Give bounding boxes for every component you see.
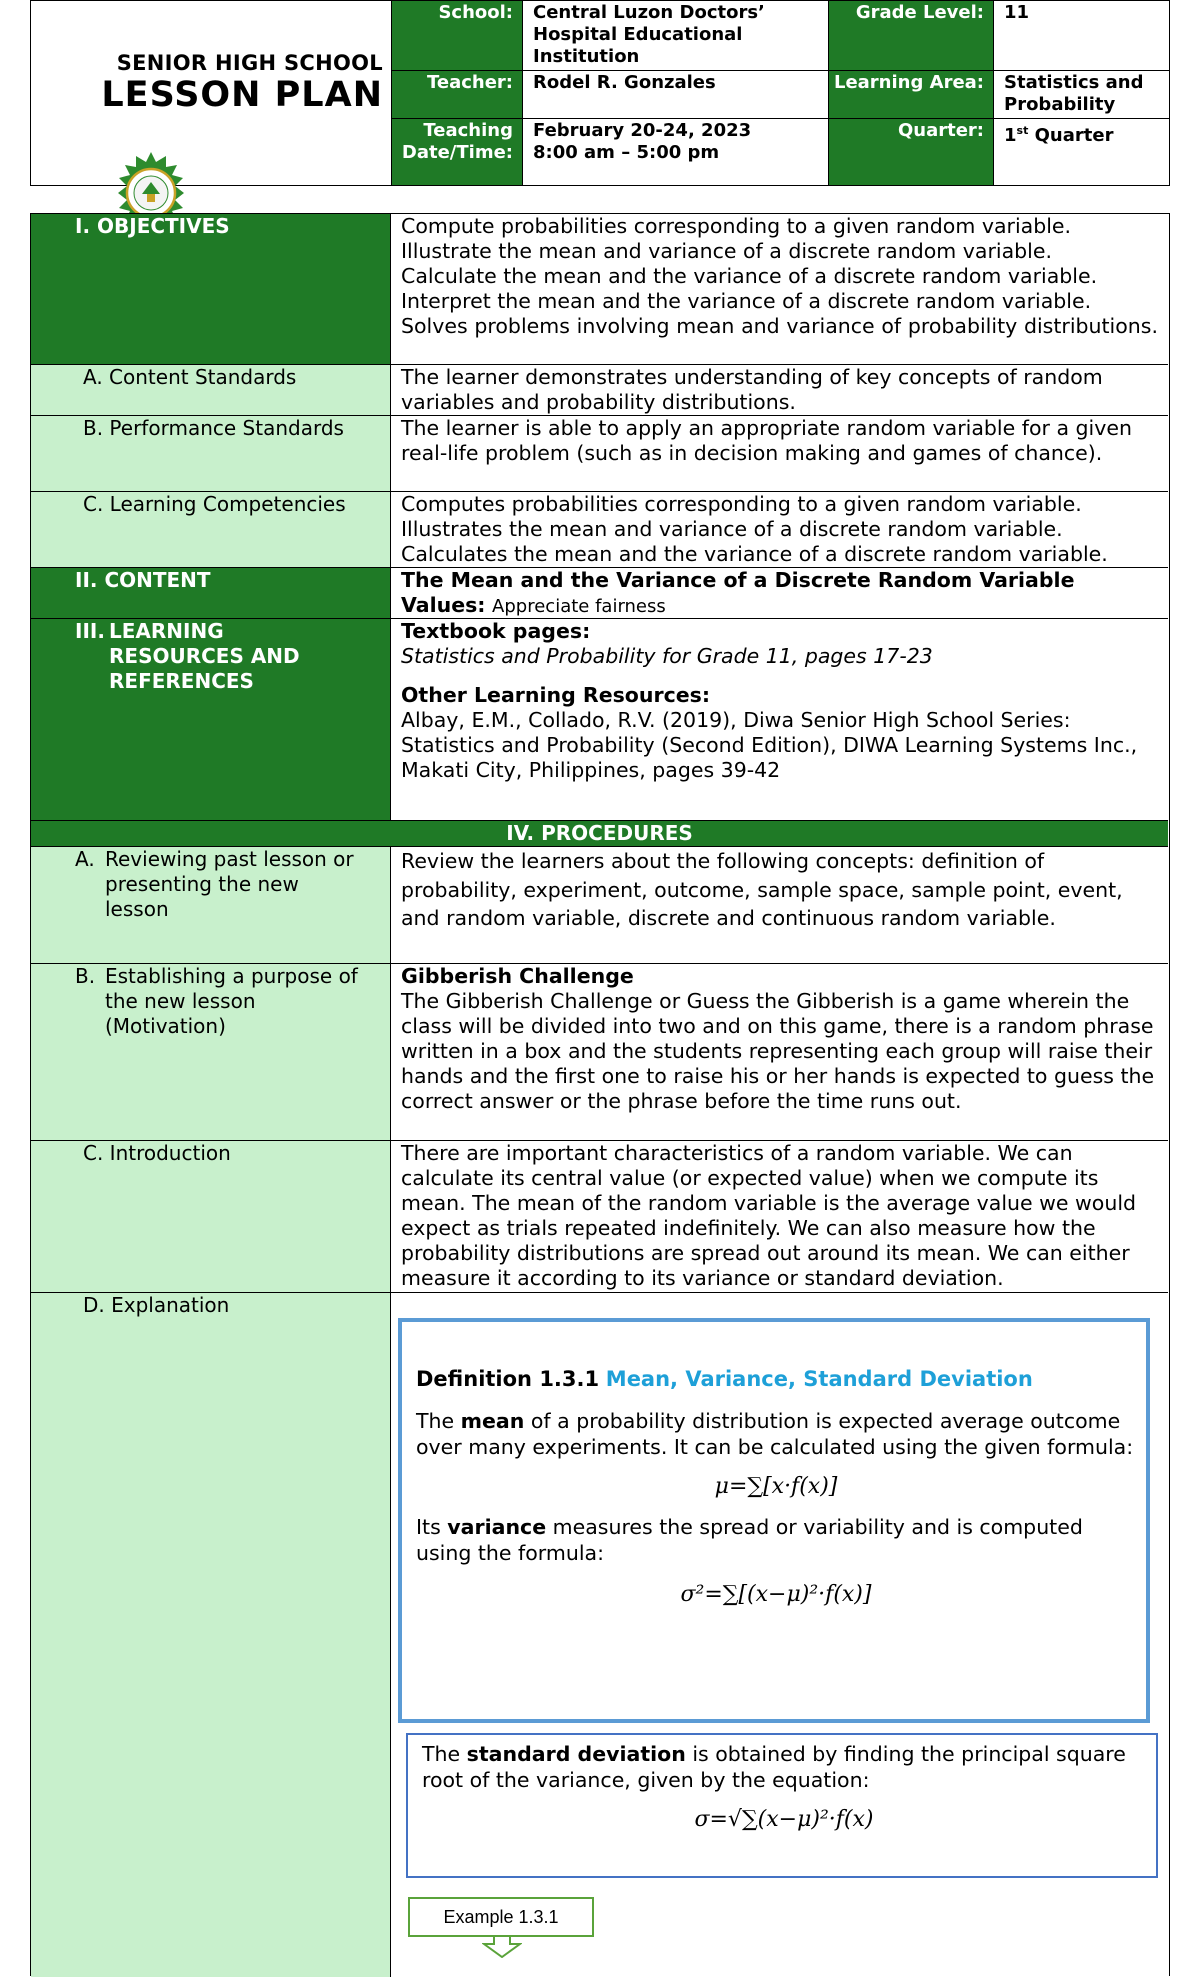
learning-competencies-label: C. Learning Competencies <box>83 492 346 516</box>
objectives-label-cell <box>31 214 391 364</box>
variance-term: variance <box>447 1515 547 1539</box>
motivation-label: Establishing a purpose of the new lesson (Motivation) <box>105 964 358 1038</box>
standard-deviation-box <box>406 1733 1158 1878</box>
review-text: Review the learners about the following concepts: definition of probability, experiment, outcome, sample space, sample point, event, and random variable, discrete and continuous random variable. <box>401 849 1123 930</box>
review-label-cell <box>31 847 391 963</box>
values-text: Appreciate fairness <box>492 596 666 617</box>
performance-standards-label: B. Performance Standards <box>83 416 344 440</box>
learning-area-label: Learning Area: <box>828 70 993 118</box>
competency-item: Illustrates the mean and variance of a discrete random variable. <box>401 517 1063 541</box>
introduction-label-cell <box>31 1141 391 1292</box>
definition-box <box>398 1318 1150 1723</box>
objective-item: Compute probabilities corresponding to a given random variable. <box>401 214 1072 238</box>
procedures-header: IV. PROCEDURES <box>31 821 1168 847</box>
content-label-cell <box>31 568 391 618</box>
motivation-content <box>391 964 1168 1140</box>
header-title-block <box>31 1 391 185</box>
content-label: II. CONTENT <box>75 568 211 592</box>
definition-title: Mean, Variance, Standard Deviation <box>605 1367 1033 1391</box>
competency-item: Calculates the mean and the variance of a discrete random variable. <box>401 542 1108 566</box>
other-resources-label: Other Learning Resources: <box>401 683 711 707</box>
introduction-label: C. Introduction <box>83 1141 231 1165</box>
objectives-row <box>31 214 1168 365</box>
teaching-date: February 20-24, 2023 <box>533 120 752 141</box>
mean-formula: μ=∑[x·f(x)] <box>714 1474 838 1499</box>
review-row <box>31 847 1168 964</box>
definition-label: Definition 1.3.1 <box>416 1367 600 1391</box>
content-standards-label: A. Content Standards <box>83 365 297 389</box>
resources-label-number: III. <box>75 619 105 643</box>
content-standards-text: The learner demonstrates understanding of key concepts of random variables and probability distributions. <box>401 365 1103 414</box>
competency-item: Computes probabilities corresponding to a given random variable. <box>401 492 1082 516</box>
quarter-suffix: st <box>1016 124 1029 137</box>
learning-competencies-label-cell <box>31 492 391 567</box>
resources-label-text: LEARNING RESOURCES AND REFERENCES <box>109 619 300 693</box>
teaching-date-label: Teaching Date/Time: <box>391 118 522 185</box>
motivation-title: Gibberish Challenge <box>401 964 634 988</box>
explanation-label: D. Explanation <box>83 1293 230 1317</box>
motivation-text: The Gibberish Challenge or Guess the Gibberish is a game wherein the class will be divided into two and on this game, there is a random phrase written in a box and the students representing each group will raise their hands and the first one to raise his or her hands is expected to guess the correct answer or the phrase before the time runs out. <box>401 989 1155 1113</box>
content-row <box>31 568 1168 619</box>
resources-content <box>391 619 1168 820</box>
content-topic: The Mean and the Variance of a Discrete Random Variable <box>401 568 1075 592</box>
sd-definition: The standard deviation is obtained by finding the principal square root of the variance, given by the equation: <box>422 1742 1126 1792</box>
learning-competencies-row <box>31 492 1168 568</box>
explanation-label-cell <box>31 1293 391 1977</box>
school-label: School: <box>391 1 522 70</box>
resources-label-cell <box>31 619 391 820</box>
textbook-label: Textbook pages: <box>401 619 591 643</box>
document-title: LESSON PLAN <box>101 75 383 115</box>
objectives-label: I. OBJECTIVES <box>75 214 230 238</box>
other-resources-text: Albay, E.M., Collado, R.V. (2019), Diwa Senior High School Series: Statistics and Probability (Second Edition), DIWA Learning Systems Inc., Makati City, Philippines, pages 39-42 <box>401 708 1138 782</box>
motivation-label-cell <box>31 964 391 1140</box>
performance-standards-text: The learner is able to apply an appropriate random variable for a given real-life problem (such as in decision making and games of chance). <box>401 416 1132 465</box>
review-label: Reviewing past lesson or presenting the new lesson <box>105 847 354 921</box>
objective-item: Calculate the mean and the variance of a discrete random variable. <box>401 264 1098 288</box>
textbook-text: Statistics and Probability for Grade 11, pages 17-23 <box>401 644 933 668</box>
quarter-value <box>993 118 1169 185</box>
content-standards-label-cell <box>31 365 391 415</box>
variance-definition: Its variance measures the spread or variability and is computed using the formula: <box>416 1515 1083 1565</box>
motivation-row <box>31 964 1168 1141</box>
grade-label: Grade Level: <box>828 1 993 70</box>
school-value: Central Luzon Doctors’ Hospital Educational Institution <box>522 1 828 70</box>
variance-formula: σ²=∑[(x−μ)²·f(x)] <box>680 1582 872 1607</box>
mean-definition: The mean of a probability distribution is expected average outcome over many experiments. It can be calculated using the given formula: <box>416 1409 1134 1459</box>
objective-item: Interpret the mean and the variance of a discrete random variable. <box>401 289 1092 313</box>
motivation-letter: B. <box>75 964 96 988</box>
quarter-number: 1 <box>1004 125 1017 146</box>
content-standards-row <box>31 365 1168 416</box>
header-info-grid <box>391 1 1169 185</box>
teacher-label: Teacher: <box>391 70 522 118</box>
school-type: SENIOR HIGH SCHOOL <box>116 51 383 75</box>
quarter-label: Quarter: <box>828 118 993 185</box>
objective-item: Illustrate the mean and variance of a discrete random variable. <box>401 239 1052 263</box>
learning-area-value: Statistics and Probability <box>993 70 1169 118</box>
mean-term: mean <box>460 1409 525 1433</box>
objective-item: Solves problems involving mean and variance of probability distributions. <box>401 314 1158 338</box>
sd-formula: σ=√∑(x−μ)²·f(x) <box>694 1807 874 1832</box>
grade-value: 11 <box>993 1 1169 70</box>
objectives-content <box>391 214 1168 364</box>
teaching-date-value <box>522 118 828 185</box>
review-letter: A. <box>75 847 95 871</box>
learning-competencies-content <box>391 492 1168 567</box>
teacher-value: Rodel R. Gonzales <box>522 70 828 118</box>
resources-row <box>31 619 1168 821</box>
introduction-text: There are important characteristics of a random variable. We can calculate its central value (or expected value) when we compute its mean. The mean of the random variable is the average value we would expect as trials repeated indefinitely. We can also measure how the probability distributions are spread out around its mean. We can either measure it according to its variance or standard deviation. <box>401 1141 1137 1290</box>
introduction-row <box>31 1141 1168 1293</box>
performance-standards-label-cell <box>31 416 391 491</box>
quarter-word: Quarter <box>1028 125 1114 146</box>
sd-term: standard deviation <box>466 1742 686 1766</box>
teaching-time: 8:00 am – 5:00 pm <box>533 142 720 163</box>
example-callout: Example 1.3.1 <box>408 1897 594 1937</box>
lesson-plan-header <box>30 0 1170 186</box>
performance-standards-row <box>31 416 1168 492</box>
values-label: Values: <box>401 593 486 617</box>
example-arrow-icon <box>482 1936 522 1958</box>
content-cell <box>391 568 1168 618</box>
